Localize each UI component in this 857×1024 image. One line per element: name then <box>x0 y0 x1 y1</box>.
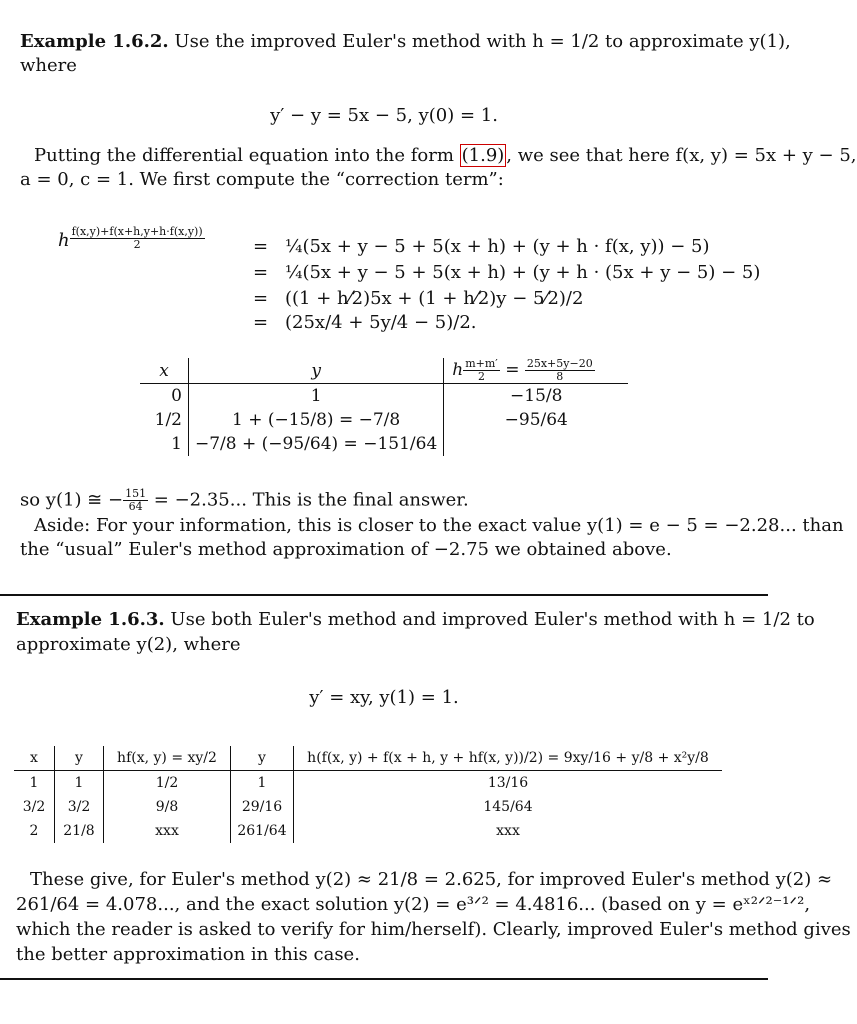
eq-sign: = <box>253 236 269 257</box>
example-1-6-3-intro <box>16 608 815 632</box>
paragraph <box>34 144 857 168</box>
cell: 29/16 <box>231 795 294 819</box>
table-header-row <box>140 358 628 384</box>
cell: 1 <box>14 771 55 796</box>
cell: 3/2 <box>14 795 55 819</box>
column-header: x <box>14 746 55 771</box>
header-r-num: 25x+5y−20 <box>526 357 593 370</box>
cell-h: −95/64 <box>504 410 568 430</box>
column-header: y <box>231 746 294 771</box>
h-symbol: h <box>452 360 464 380</box>
cell-x: 0 <box>140 384 189 409</box>
lhs-denominator: 2 <box>133 238 141 251</box>
paragraph-line-2: a = 0, c = 1. We first compute the “correction term”: <box>20 169 504 190</box>
cell: 1 <box>55 771 104 796</box>
equation-reference-link[interactable]: (1.9) <box>461 145 505 166</box>
column-header: hf(x, y) = xy/2 <box>104 746 231 771</box>
section-divider <box>0 594 768 596</box>
final-text: = −2.35... This is the final answer. <box>148 489 469 511</box>
intro-text: Use the improved Euler's method with h = 1/2 to approximate y(1), <box>174 31 791 52</box>
cell: 13/16 <box>487 775 529 791</box>
table-row <box>14 819 722 843</box>
header-h-num: m+m′ <box>465 357 498 370</box>
column-header: y <box>55 746 104 771</box>
derivation-line-2: ¼(5x + y − 5 + 5(x + h) + (y + h · (5x + y − 5) − 5) <box>285 262 761 283</box>
table-row <box>140 432 628 456</box>
cell: xxx <box>496 823 520 839</box>
eq-sign: = <box>505 360 520 380</box>
lhs-numerator: f(x,y)+f(x+h,y+h·f(x,y)) <box>71 225 203 238</box>
cell-h <box>444 432 629 456</box>
cell-h: −15/8 <box>510 386 563 406</box>
cell: 2 <box>14 819 55 843</box>
derivation-line-3: ((1 + h⁄2)5x + (1 + h⁄2)y − 5⁄2)/2 <box>285 288 584 309</box>
cell: 9/8 <box>104 795 231 819</box>
cell-y: 1 <box>189 384 444 409</box>
aside-line-1: Aside: For your information, this is closer to the exact value y(1) = e − 5 = −2.28... than <box>34 515 844 536</box>
improved-euler-table <box>140 358 628 456</box>
column-header-x: x <box>159 360 169 381</box>
derivation-line-4: (25x/4 + 5y/4 − 5)/2. <box>285 312 477 333</box>
final-answer-line <box>20 488 469 513</box>
ode-equation: y′ − y = 5x − 5, y(0) = 1. <box>270 105 498 126</box>
conclusion-line-1: These give, for Euler's method y(2) ≈ 21/8 = 2.625, for improved Euler's method y(2) ≈ <box>30 869 833 890</box>
paragraph-text: , we see that here f(x, y) = 5x + y − 5, <box>506 145 857 166</box>
header-r-den: 8 <box>556 370 564 383</box>
cell: 145/64 <box>483 799 533 815</box>
table-header-row <box>14 746 722 771</box>
table-row <box>140 384 628 409</box>
eq-sign: = <box>253 262 269 283</box>
euler-comparison-table <box>14 746 722 843</box>
eq-sign: = <box>253 288 269 309</box>
table-row <box>14 771 722 796</box>
column-header-y: y <box>311 360 321 381</box>
example-heading: Example 1.6.2. <box>20 31 169 52</box>
cell: 21/8 <box>55 819 104 843</box>
cell: 261/64 <box>231 819 294 843</box>
example-1-6-2-intro <box>20 30 791 54</box>
cell: 1 <box>231 771 294 796</box>
section-divider <box>0 978 768 980</box>
cell: 3/2 <box>55 795 104 819</box>
conclusion-line-3: which the reader is asked to verify for him/herself). Clearly, improved Euler's method gives <box>16 919 851 940</box>
eq-sign: = <box>253 312 269 333</box>
cell-x: 1/2 <box>140 408 189 432</box>
final-text: so y(1) ≅ − <box>20 489 124 511</box>
final-num: 151 <box>125 487 147 500</box>
column-header: h(f(x, y) + f(x + h, y + hf(x, y))/2) = 9xy/16 + y/8 + x²y/8 <box>294 746 723 771</box>
conclusion-line-4: the better approximation in this case. <box>16 944 360 965</box>
final-den: 64 <box>128 500 143 513</box>
cell-x: 1 <box>140 432 189 456</box>
cell-y: 1 + (−15/8) = −7/8 <box>189 408 444 432</box>
derivation-lhs <box>58 225 205 251</box>
intro-text-2: approximate y(2), where <box>16 634 241 655</box>
cell-y: −7/8 + (−95/64) = −151/64 <box>189 432 444 456</box>
lhs-fraction <box>70 226 205 251</box>
intro-text: Use both Euler's method and improved Euler's method with h = 1/2 to <box>170 609 815 630</box>
h-symbol: h <box>58 230 70 251</box>
ode-equation: y′ = xy, y(1) = 1. <box>309 687 459 708</box>
conclusion-line-2: 261/64 = 4.078..., and the exact solution y(2) = e³ᐟ² = 4.4816... (based on y = eˣ²ᐟ²⁻¹ᐟ², <box>16 894 811 915</box>
cell: xxx <box>104 819 231 843</box>
paragraph-text: Putting the differential equation into the form <box>34 145 460 166</box>
header-h-den: 2 <box>478 370 485 383</box>
cell: 1/2 <box>104 771 231 796</box>
table-row <box>14 795 722 819</box>
aside-line-2: the “usual” Euler's method approximation of −2.75 we obtained above. <box>20 539 672 560</box>
example-heading: Example 1.6.3. <box>16 609 165 630</box>
derivation-line-1: ¼(5x + y − 5 + 5(x + h) + (y + h · f(x, y)) − 5) <box>285 236 710 257</box>
intro-text-2: where <box>20 55 77 76</box>
table-row <box>140 408 628 432</box>
column-header-h <box>444 358 629 384</box>
